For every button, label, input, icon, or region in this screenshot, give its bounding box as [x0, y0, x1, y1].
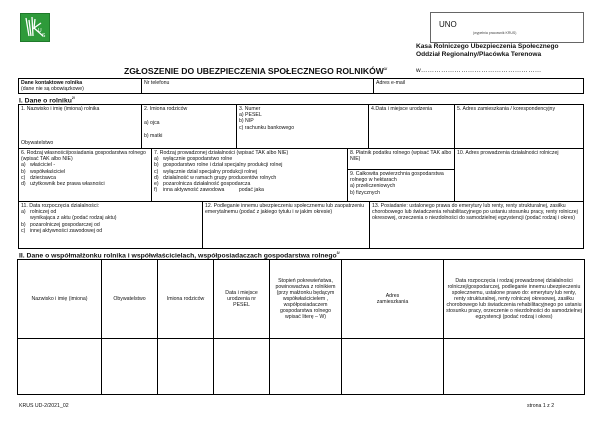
f9b-label: b) fizycznych	[350, 189, 380, 196]
f6-item-key: d)	[21, 181, 26, 188]
col-header-text: Nazwisko i imię (imiona)	[31, 296, 88, 302]
f7-item-key: f)	[154, 187, 158, 194]
f8-label: 8. Płatnik podatku rolnego (wpisać TAK albo NIE)	[350, 150, 452, 163]
row1-parents[interactable]	[157, 338, 214, 395]
col-header-birth-pesel	[213, 259, 270, 339]
f11-item-value: innej aktywności zawodowej od	[30, 227, 103, 234]
f11-item-key: a)	[21, 209, 26, 216]
contact-sublabel: (dane nie są obowiązkowe)	[21, 86, 84, 93]
field-6-ownership[interactable]	[18, 148, 152, 202]
citizenship-label: Obywatelstwo	[21, 139, 54, 146]
col-header-text: Imiona rodziców	[166, 296, 205, 302]
field-10-farm-address[interactable]	[454, 148, 584, 202]
section1-footnote: 2/	[71, 96, 75, 100]
f11-item-key: c)	[21, 227, 26, 234]
field-9-area[interactable]	[347, 169, 455, 202]
phone-field[interactable]	[141, 78, 374, 94]
krus-logo	[20, 13, 50, 42]
f2a-label: a) ojca	[144, 120, 160, 127]
col-header-parents	[157, 259, 214, 339]
f6-item[interactable]	[21, 181, 149, 187]
f11-item-value: pozarolniczej gospodarczej od	[30, 221, 100, 228]
f7-item-key: e)	[154, 181, 159, 188]
svg-text:U: U	[38, 28, 42, 34]
row1-relation[interactable]	[269, 338, 342, 395]
f7-item-value: działalność w ramach grupy producentów rolnych	[163, 174, 277, 181]
uno-box[interactable]	[430, 12, 584, 43]
institution-line2: Oddział Regionalny/Placówka Terenowa	[416, 51, 542, 58]
field-5-address[interactable]	[454, 104, 584, 149]
field-12-other-insurance[interactable]	[202, 201, 370, 249]
f6-item-value: właściciel -	[30, 162, 56, 169]
institution-name	[416, 43, 559, 59]
field-1-name[interactable]	[18, 104, 142, 149]
field-8-tax-payer[interactable]	[347, 148, 455, 170]
f2-label: 2. Imiona rodziców	[144, 106, 188, 112]
title-text: ZGŁOSZENIE DO UBEZPIECZENIA SPOŁECZNEGO ROLNIKÓW	[124, 66, 384, 76]
f6-item-value: współwłaściciel	[30, 168, 66, 175]
f11-item[interactable]	[21, 228, 200, 234]
f6-item-key: c)	[21, 174, 26, 181]
f7-item-key: c)	[154, 168, 159, 175]
krus-logo-icon	[21, 14, 49, 41]
col-header-text: Adres zamieszkania	[376, 293, 409, 305]
institution-line1: Kasa Rolniczego Ubezpieczenia Społecznego	[416, 43, 559, 50]
email-label: Adres e-mail	[376, 80, 406, 86]
field-11-start-date[interactable]	[18, 201, 203, 249]
f9a-label: a) przeliczeniowych	[350, 183, 396, 190]
phone-label: Nr telefonu	[144, 80, 170, 86]
f7-item-value: wyłącznie gospodarstwo rolne	[163, 156, 233, 163]
svg-text:S: S	[42, 33, 46, 39]
f3-label: 3. Numer	[239, 106, 261, 112]
col-header-name	[17, 259, 102, 339]
uno-label: UNO	[439, 20, 457, 29]
f7-item-value: inna aktywność zawodowa podać jaka	[163, 187, 264, 194]
f6-item-value: użytkownik bez prawa własności	[30, 181, 105, 188]
f7-item-value: pozarolnicza działalność gospodarcza	[163, 181, 251, 188]
row1-address[interactable]	[341, 338, 444, 395]
f6-item-value: dzierżawca	[30, 174, 56, 181]
f5-label: 5. Adres zamieszkania / korespondencyjny	[457, 106, 556, 112]
f3c-label: c) rachunku bankowego	[239, 124, 295, 131]
f12-label: 12. Podleganie innemu ubezpieczeniu społecznemu lub zaopatrzeniu emerytalnemu (podać z jakiego tytułu i w jakim okresie)	[205, 203, 365, 216]
col-header-text: Data i miejsce urodzenia nr PESEL	[225, 290, 258, 308]
f7-item-key: d)	[154, 174, 159, 181]
col-header-activity	[443, 259, 585, 339]
f3b-label: b) NIP	[239, 118, 254, 125]
f11-label: 11. Data rozpoczęcia działalności:	[21, 203, 100, 209]
section2-footnote: 3/	[336, 251, 340, 255]
row1-activity[interactable]	[443, 338, 585, 395]
field-13-benefits[interactable]	[369, 201, 584, 249]
f2b-label: b) matki	[144, 133, 163, 140]
f3a-label: a) PESEL	[239, 112, 262, 119]
f9-label: 9. Całkowita powierzchnia gospodarstwa rolnego w hektarach	[350, 171, 444, 184]
col-header-text: Data rozpoczęcia i rodzaj prowadzonej działalności rolniczej/gospodarczej, podleganie innemu ubezpieczeniu społecznemu, ustalone prawo do: emerytury lub renty, renty strukturalnej, renty rolniczej okresowej, zasiłku chorobowego lub świadczenia rehabilitacyjnego po ustaniu stosunku pracy, orzeczenie o niezdolności do samodzielnej egzystencji (podać rodzaj i okres)	[446, 278, 582, 320]
col-header-text: Stopień pokrewieństwa, powinowactwa z rolnikiem (przy małżonku będącym współwłaścicielem , współposiadaczem gospodarstwa rolnego wpisać literę – W)	[275, 278, 336, 320]
f7-item-key: a)	[154, 156, 159, 163]
f7-item-value: wyłącznie dział specjalny produkcji rolnej	[163, 168, 257, 175]
page-number: strona 1 z 2	[527, 403, 555, 409]
f11-item-key: b)	[21, 221, 26, 228]
email-field[interactable]	[373, 78, 584, 94]
f6-label: 6. Rodzaj własności/posiadania gospodarstwa rolnego (wpisać TAK albo NIE)	[21, 150, 146, 163]
section1-title-text: I. Dane o rolniku	[19, 97, 72, 105]
f1-label: 1. Nazwisko i imię (imiona) rolnika	[21, 106, 100, 112]
field-4-birth[interactable]	[368, 104, 455, 149]
page-title	[124, 66, 387, 76]
f10-label: 10. Adres prowadzenia działalności rolniczej	[457, 150, 559, 156]
field-2-parents[interactable]	[141, 104, 237, 149]
field-3-numbers[interactable]	[236, 104, 369, 149]
uno-note: (wypełnia pracownik KRUS)	[473, 31, 517, 35]
section2-title-text: II. Dane o współmałżonku rolnika i współwłaścicielach, współposiadaczach gospodarstwa rolnego	[19, 252, 337, 260]
contact-label-cell	[18, 78, 142, 94]
f6-item-key: a)	[21, 162, 26, 169]
f11-item-value: rolniczej od	[30, 209, 57, 216]
f11-item-value: wynikająca z aktu (podać rodzaj aktu)	[30, 215, 117, 222]
f7-item[interactable]	[154, 187, 345, 193]
col-header-citizenship	[101, 259, 158, 339]
f4-label: 4.Data i miejsce urodzenia	[371, 106, 433, 112]
f7-item-key: b)	[154, 162, 159, 169]
title-footnote: 1/	[383, 66, 388, 72]
col-header-relation	[269, 259, 342, 339]
office-location-field[interactable]: w………………………………………………	[416, 67, 542, 74]
f7-item-value: gospodarstwo rolne i dział specjalny produkcji rolnej	[163, 162, 283, 169]
row1-name[interactable]	[17, 338, 102, 395]
form-code: KRUS UD-2/2021_02	[19, 403, 69, 409]
f13-label: 13. Posiadanie: ustalonego prawa do emerytury lub renty, renty strukturalnej, zasiłku chorobowego lub świadczenia rehabilitacyjnego po ustaniu stosunku pracy, renty rolniczej okresowej, orzeczenia o niezdolności do samodzielnej egzystencji (podać rodzaj i okres)	[372, 203, 578, 222]
f6-item-key: b)	[21, 168, 26, 175]
field-7-activity[interactable]	[151, 148, 348, 202]
row1-birth-pesel[interactable]	[213, 338, 270, 395]
f7-label: 7. Rodzaj prowadzonej działalności (wpisać TAK albo NIE)	[154, 150, 289, 156]
col-header-text: Obywatelstwo	[113, 296, 146, 302]
row1-citizenship[interactable]	[101, 338, 158, 395]
contact-label: Dane kontaktowe rolnika	[21, 80, 83, 86]
col-header-address	[341, 259, 444, 339]
